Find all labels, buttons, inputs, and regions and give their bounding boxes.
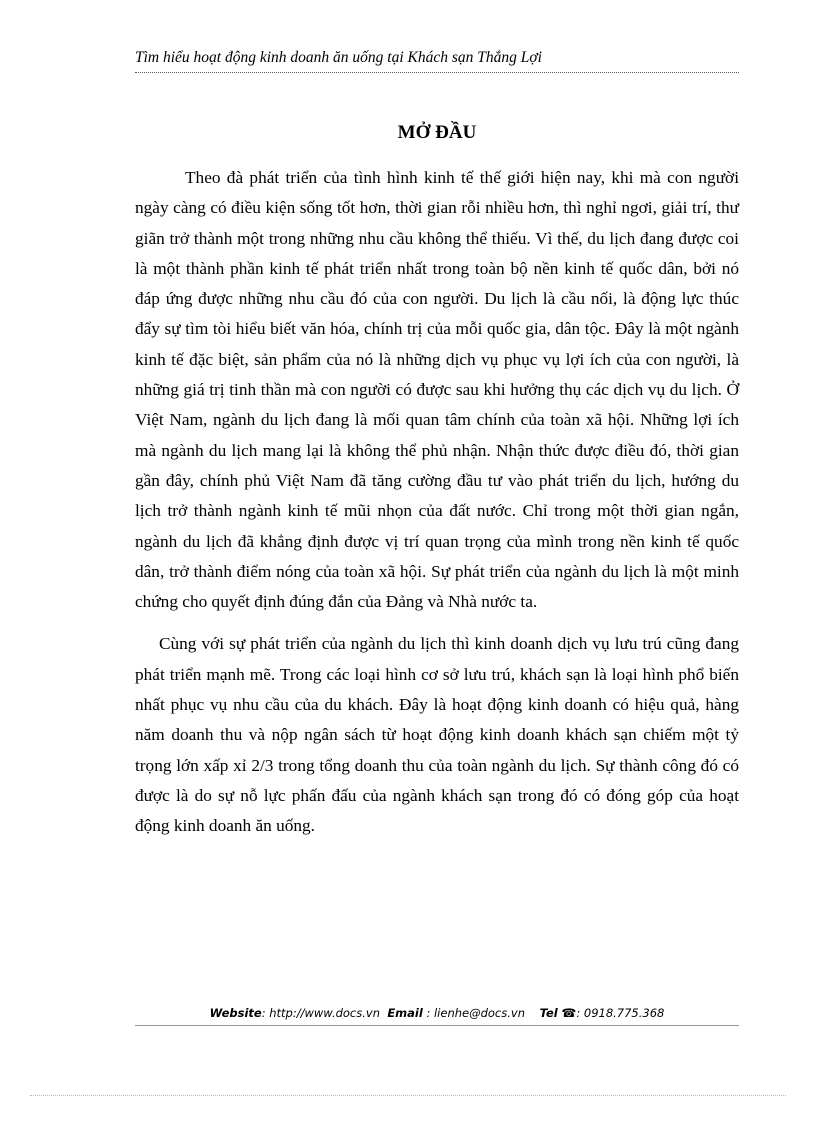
paragraph-2: Cùng với sự phát triển của ngành du lịch thì kinh doanh dịch vụ lưu trú cũng đang phát triển mạnh mẽ. Trong các loại hình cơ sở lưu trú, khách sạn là loại hình phổ biến nhất phục vụ nhu cầu của du khách. Đây là hoạt động kinh doanh có hiệu quả, hàng năm doanh thu và nộp ngân sách từ hoạt động kinh doanh khách sạn chiếm một tỷ trọng lớn xấp xỉ 2/3 trong tổng doanh thu của toàn ngành du lịch. Sự thành công đó có được là do sự nỗ lực phấn đấu của ngành khách sạn trong đó có đóng góp của hoạt động kinh doanh ăn uống.: [135, 634, 739, 836]
footer-website-link[interactable]: : http://www.docs.vn: [261, 1006, 380, 1020]
page-footer: [135, 1004, 739, 1026]
document-body: [135, 163, 739, 842]
footer-website-label: Website: [209, 1006, 262, 1020]
section-heading: MỞ ĐẦU: [397, 122, 477, 143]
page-header: [135, 48, 739, 73]
header-title: Tìm hiểu hoạt động kinh doanh ăn uống tại Khách sạn Thắng Lợi: [135, 49, 542, 66]
page-bottom-edge: [30, 1095, 786, 1096]
footer-tel-label: Tel: [539, 1006, 558, 1020]
footer-tel-value: : 0918.775.368: [576, 1006, 665, 1020]
paragraph-1: Theo đà phát triển của tình hình kinh tế thế giới hiện nay, khi mà con người ngày càng có điều kiện sống tốt hơn, thời gian rỗi nhiều hơn, thì nghỉ ngơi, giải trí, thư giãn trở thành một trong những nhu cầu không thể thiếu. Vì thế, du lịch đang được coi là một thành phần kinh tế phát triển nhất trong toàn bộ nền kinh tế quốc dân, bởi nó đáp ứng được những nhu cầu đó của con người. Du lịch là cầu nối, là động lực thúc đẩy sự tìm tòi hiểu biết văn hóa, chính trị của mỗi quốc gia, dân tộc. Đây là một ngành kinh tế đặc biệt, sản phẩm của nó là những dịch vụ phục vụ lợi ích của con người, là những giá trị tinh thần mà con người có được sau khi hưởng thụ các dịch vụ du lịch. Ở Việt Nam, ngành du lịch đang là mối quan tâm chính của toàn xã hội. Những lợi ích mà ngành du lịch mang lại là không thể phủ nhận. Nhận thức được điều đó, thời gian gần đây, chính phủ Việt Nam đã tăng cường đầu tư vào phát triển du lịch, hướng du lịch trở thành ngành kinh tế mũi nhọn của đất nước. Chỉ trong một thời gian ngắn, ngành du lịch đã khẳng định được vị trí quan trọng của mình trong nền kinh tế quốc dân, trở thành điểm nóng của toàn xã hội. Sự phát triển của ngành du lịch là một minh chứng cho quyết định đúng đắn của Đảng và Nhà nước ta.: [135, 168, 739, 612]
footer-email-label: Email: [387, 1006, 423, 1020]
footer-email-link[interactable]: : lienhe@docs.vn: [422, 1006, 525, 1020]
telephone-icon: ☎: [561, 1006, 577, 1020]
